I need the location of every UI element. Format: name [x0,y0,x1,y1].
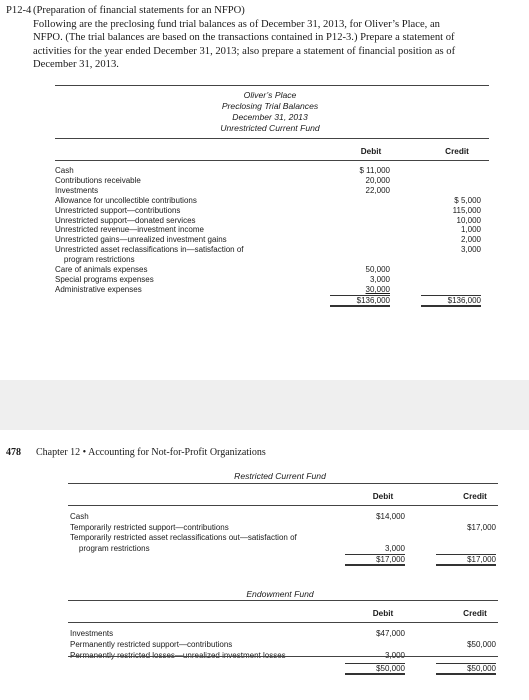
chapter-title: Chapter 12 • Accounting for Not-for-Profit Organizations [36,447,266,458]
table1-header-rule [55,138,489,139]
table1-title-line: Unrestricted Current Fund [220,123,320,133]
problem-line: December 31, 2013. [33,59,119,71]
total-debit: $136,000 [330,295,390,307]
table-row-credit: 10,000 [456,215,481,225]
problem-number: P12-4 [6,5,32,16]
table2-top-rule [68,483,498,484]
table1-top-rule [55,85,489,86]
table-row-credit: 2,000 [460,235,481,245]
table3-title: Endowment Fund [246,589,314,599]
total-credit: $136,000 [421,295,481,307]
table-row-debit: 22,000 [365,185,390,195]
table-row-label: Permanently restricted support—contributions [70,640,233,650]
table-row-credit: $50,000 [467,640,496,650]
table-row-label: Investments [55,185,99,195]
table1-title-line: December 31, 2013 [232,112,308,122]
table-row-label: Administrative expenses [55,284,142,294]
table-row-label: Temporarily restricted support—contributions [70,522,229,532]
table2-col-rule [68,505,498,506]
table3-col-rule [68,622,498,623]
table-row-credit: 3,000 [460,245,481,255]
table-row-label: Contributions receivable [55,175,141,185]
table-row-label: Cash [70,512,89,521]
table-row-label: Special programs expenses [55,274,154,284]
table1-credit-header: Credit [445,147,469,156]
problem-text [33,4,517,72]
table-row-label: Unrestricted gains—unrealized investment gains [55,235,227,245]
table3-credit-header: Credit [463,609,487,618]
total-credit: $50,000 [436,663,496,675]
problem-line: activities for the year ended December 31, 2013; also prepare a statement of financial position as of [33,45,456,57]
table2-credit-header: Credit [463,492,487,501]
table-row-label: Unrestricted asset reclassifications in—satisfaction of [55,245,244,255]
table-row-label: program restrictions [55,255,135,265]
table-row-label: Cash [55,166,74,175]
table-row-debit: 30,000 [365,284,390,294]
table3-bottom-rule [68,656,498,657]
table-row-credit: 1,000 [460,225,481,235]
table1-title-line: Preclosing Trial Balances [221,101,319,111]
table-row-debit: 3,000 [384,543,405,553]
table-row-label: Temporarily restricted asset reclassifications out—satisfaction of [70,533,297,542]
table3-debit-header: Debit [372,609,394,618]
table-row-debit: $ 11,000 [359,166,390,175]
page-number: 478 [6,447,21,458]
table1-debit-header: Debit [360,147,382,156]
table-row-debit: 3,000 [369,274,390,284]
table1-title [160,90,380,134]
table-row-debit: $14,000 [376,512,405,521]
table3-top-rule [68,600,498,601]
table1-title-line: Oliver’s Place [243,90,297,100]
table2-title: Restricted Current Fund [234,471,326,481]
table-row-label: Unrestricted support—contributions [55,205,181,215]
table-row-label: Unrestricted revenue—investment income [55,225,204,235]
table-row-label: Investments [70,629,114,638]
table-row-debit: 3,000 [384,651,405,661]
total-debit: $17,000 [345,554,405,566]
table-row-debit: $47,000 [376,629,405,638]
problem-line: NFPO. (The trial balances are based on the transactions contained in P12-3.) Prepare a statement of [33,32,455,44]
table-row-label: Allowance for uncollectible contributions [55,195,197,205]
table2-debit-header: Debit [372,492,394,501]
total-debit: $50,000 [345,663,405,675]
table-row-debit: 20,000 [365,175,390,185]
table-row-credit: 115,000 [452,205,481,215]
table-row-credit: $17,000 [467,522,496,532]
table-row-credit: $ 5,000 [454,195,481,205]
table-row-label: Permanently restricted losses—unrealized investment losses [70,651,286,661]
table-row-label: Unrestricted support—donated services [55,215,196,225]
page-break [0,380,529,430]
table-row-label: Care of animals expenses [55,265,148,274]
table-row-debit: 50,000 [365,265,390,274]
table-row-label: program restrictions [70,543,150,553]
total-credit: $17,000 [436,554,496,566]
problem-line: Following are the preclosing fund trial balances as of December 31, 2013, for Oliver’s Place, an [33,18,440,30]
table1-col-rule [55,160,489,161]
problem-line: (Preparation of financial statements for an NFPO) [33,5,245,16]
